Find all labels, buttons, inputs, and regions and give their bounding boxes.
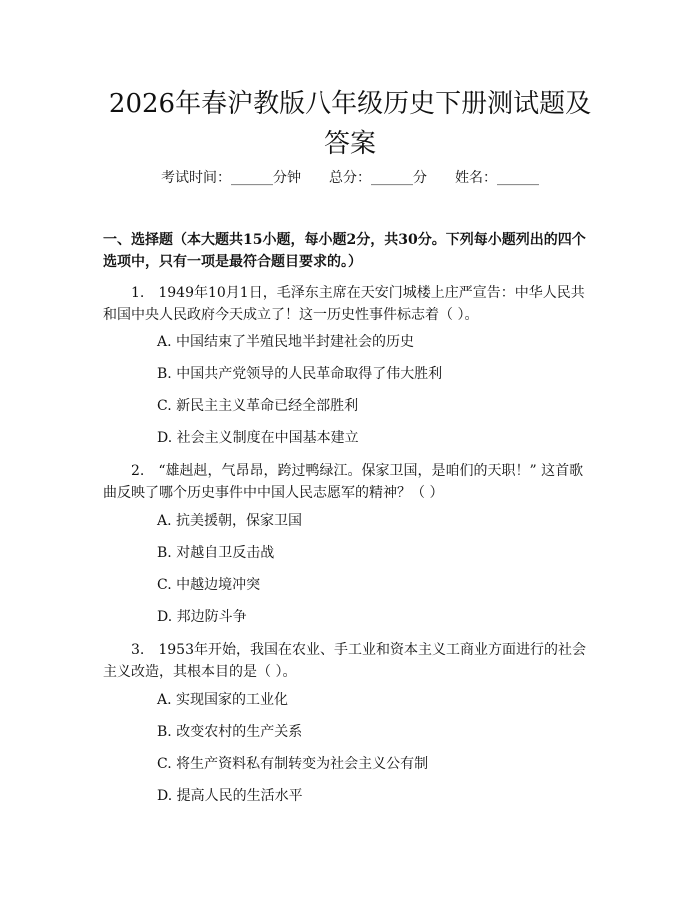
- question-1-option-b: B. 中国共产党领导的人民革命取得了伟大胜利: [157, 366, 443, 382]
- question-3-text: 3. 1953年开始，我国在农业、手工业和资本主义工商业方面进行的社会主义改造，其根本目的是（ ）。: [103, 642, 586, 680]
- total-score-blank: ______分: [371, 170, 427, 186]
- question-1-text: 1. 1949年10月1日，毛泽东主席在天安门城楼上庄严宣告：中华人民共和国中央人民政府今天成立了！这一历史性事件标志着（ ）。: [103, 285, 585, 323]
- question-3-option-a: A. 实现国家的工业化: [157, 692, 289, 708]
- question-2-option-d: D. 邦边防斗争: [157, 609, 247, 625]
- question-2-text: 2. “雄赳赳，气昂昂，跨过鸭绿江。保家卫国，是咱们的天职！” 这首歌曲反映了哪个历史事件中中国人民志愿军的精神？（ ）: [103, 463, 584, 501]
- question-1-option-c: C. 新民主主义革命已经全部胜利: [157, 398, 359, 414]
- question-1-option-a: A. 中国结束了半殖民地半封建社会的历史: [157, 334, 415, 350]
- question-1-option-d: D. 社会主义制度在中国基本建立: [157, 430, 359, 446]
- question-3-option-c: C. 将生产资料私有制转变为社会主义公有制: [157, 756, 429, 772]
- section-title: 一、选择题（本大题共15小题，每小题2分，共30分。下列每小题列出的四个选项中，只有一项是最符合题目要求的。）: [103, 232, 586, 270]
- question-2-option-b: B. 对越自卫反击战: [157, 545, 275, 561]
- question-3-option-d: D. 提高人民的生活水平: [157, 788, 303, 804]
- question-2-option-c: C. 中越边境冲突: [157, 577, 261, 593]
- name-label: 姓名：: [455, 170, 497, 186]
- question-3-option-b: B. 改变农村的生产关系: [157, 724, 303, 740]
- exam-info: [0, 168, 700, 188]
- name-blank: ______: [497, 170, 539, 186]
- question-2-option-a: A. 抗美援朝，保家卫国: [157, 513, 303, 529]
- exam-time-blank: ______分钟: [231, 170, 301, 186]
- total-score-label: 总分：: [329, 170, 371, 186]
- exam-time-label: 考试时间：: [161, 170, 231, 186]
- page-title: 2026年春沪教版八年级历史下册测试题及答案: [108, 89, 592, 159]
